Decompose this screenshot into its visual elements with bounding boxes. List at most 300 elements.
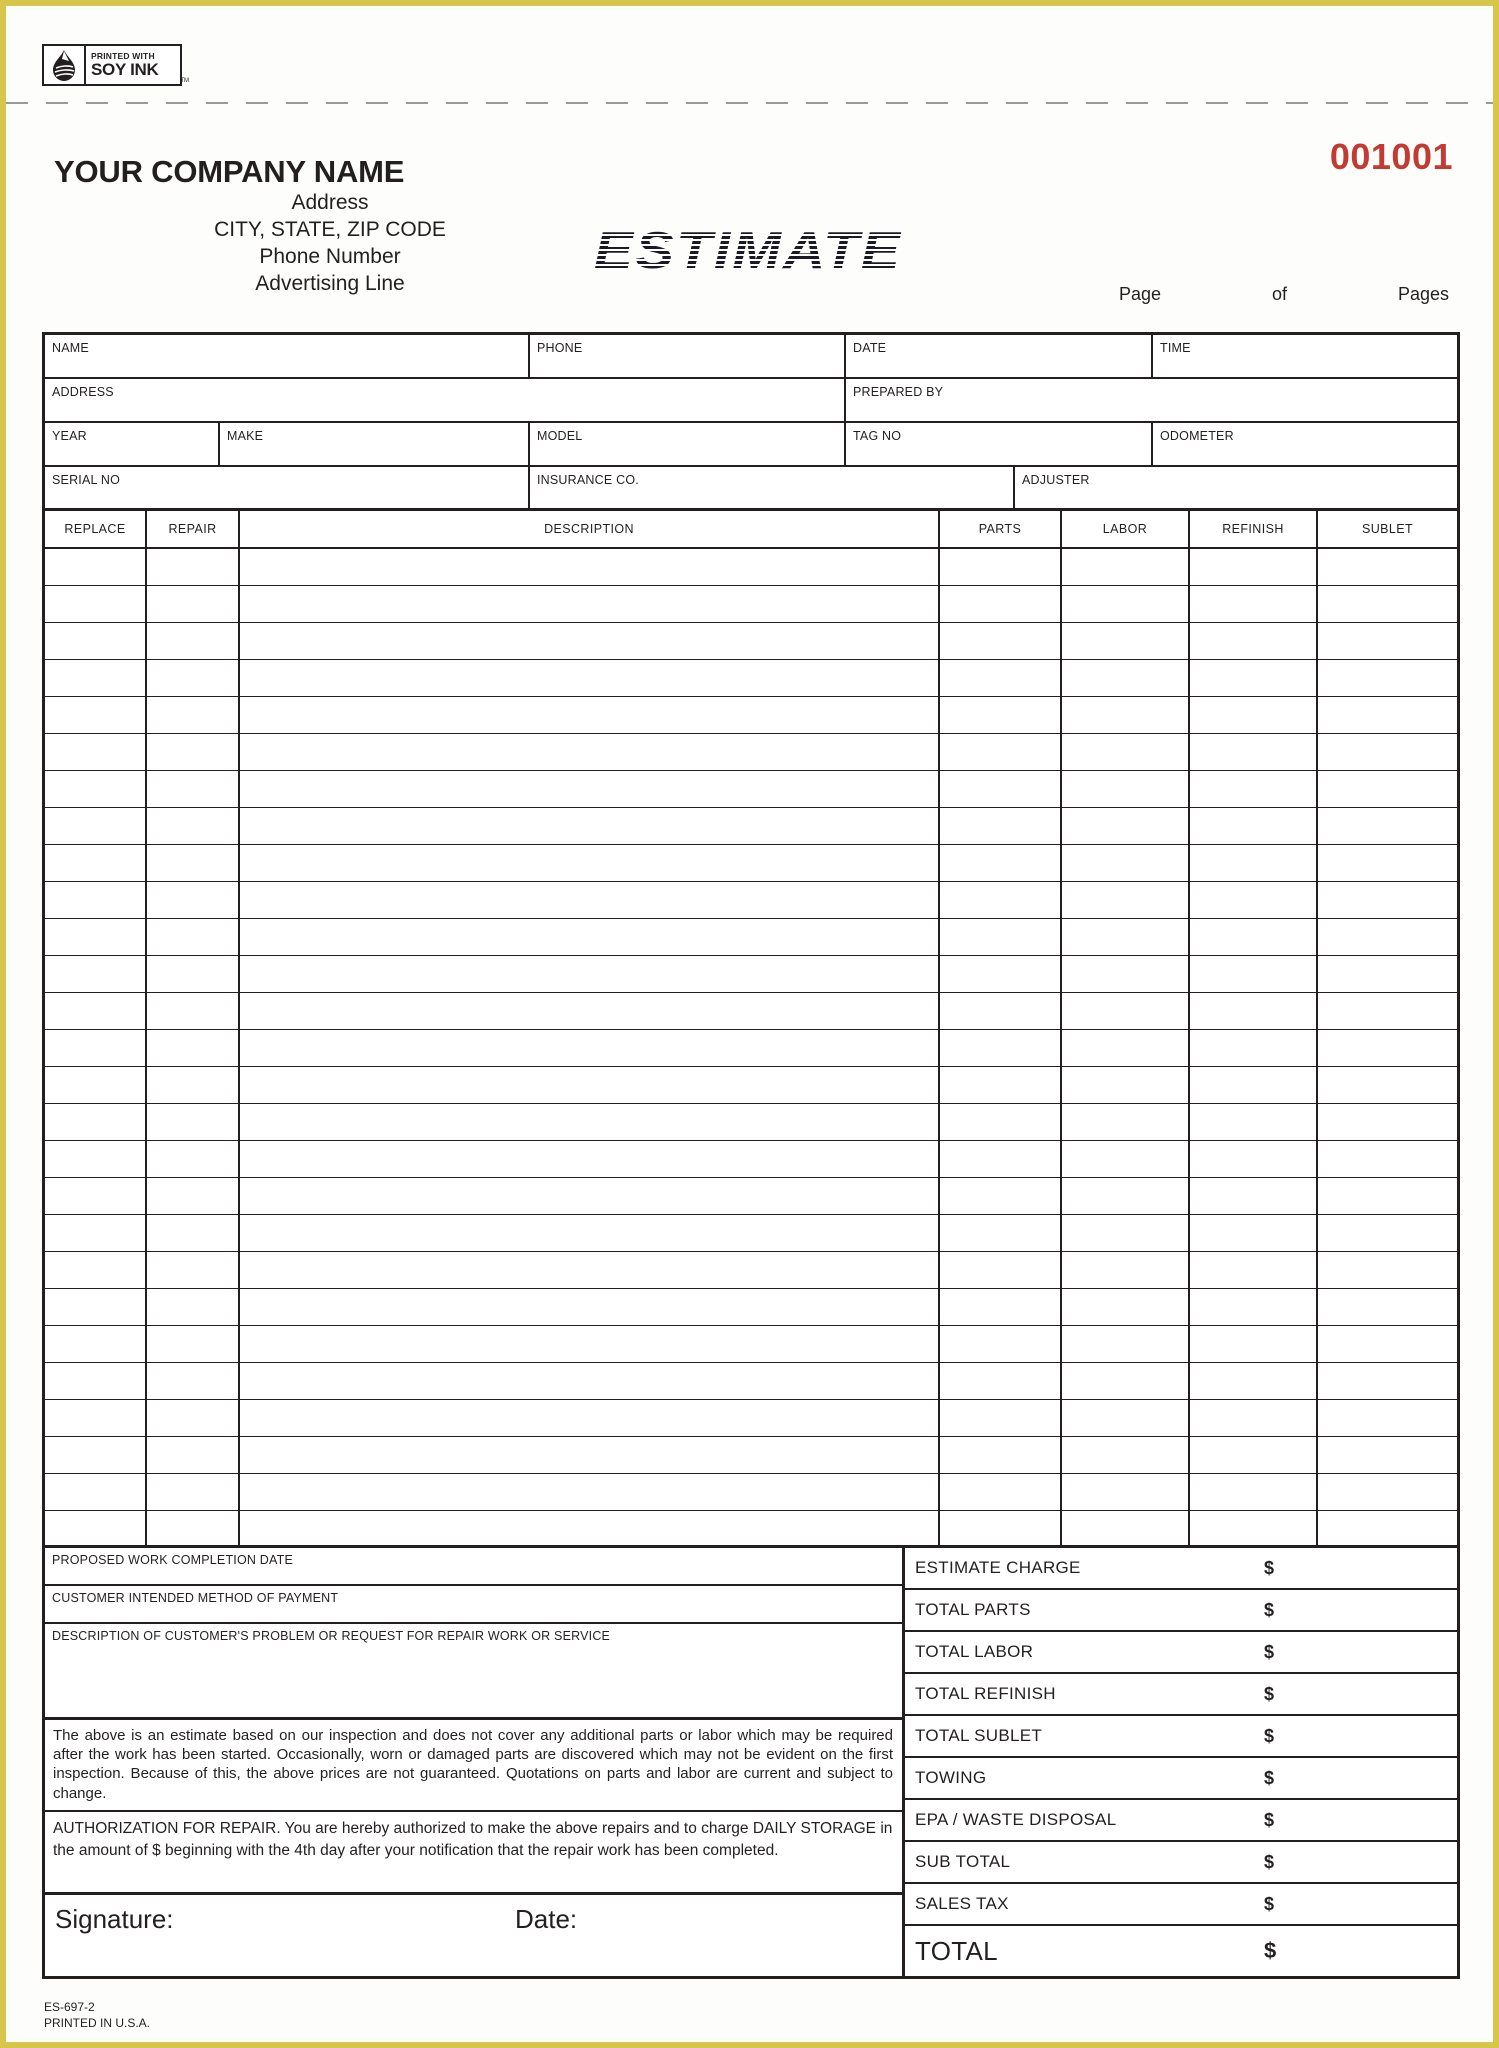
line-item-cell-refinish[interactable] (1190, 1252, 1318, 1289)
line-item-cell-parts[interactable] (940, 1067, 1062, 1104)
line-item-cell-refinish[interactable] (1190, 808, 1318, 845)
line-item-cell-labor[interactable] (1062, 771, 1190, 808)
line-item-cell-sublet[interactable] (1318, 1104, 1457, 1141)
totals-row-label: TOTAL PARTS (915, 1600, 1031, 1619)
line-item-cell-description[interactable] (240, 1104, 940, 1141)
totals-row-label: TOWING (915, 1768, 987, 1787)
page-of-pages (1119, 284, 1449, 305)
line-item-cell-repair[interactable] (147, 845, 240, 882)
line-item-cell-replace[interactable] (45, 956, 147, 993)
line-item-cell-description[interactable] (240, 623, 940, 660)
line-item-cell-sublet[interactable] (1318, 1437, 1457, 1474)
line-item-cell-replace[interactable] (45, 1511, 147, 1548)
field-insurance-co-label: INSURANCE CO. (537, 473, 639, 487)
field-model-label: MODEL (537, 429, 583, 443)
line-item-cell-replace[interactable] (45, 1289, 147, 1326)
signature-date-label[interactable]: Date: (515, 1904, 578, 1935)
field-tag-no[interactable] (846, 423, 1153, 467)
line-item-cell-description[interactable] (240, 919, 940, 956)
line-item-cell-sublet[interactable] (1318, 1474, 1457, 1511)
line-item-cell-labor[interactable] (1062, 1178, 1190, 1215)
line-item-cell-repair[interactable] (147, 1289, 240, 1326)
line-item-cell-parts[interactable] (940, 845, 1062, 882)
line-item-cell-parts[interactable] (940, 549, 1062, 586)
repair-authorization-text: AUTHORIZATION FOR REPAIR. You are hereby authorized to make the above repairs and to charge DAILY STORAGE in the amount of $ beginning with the 4th day after your notification that the repair work has been completed. (45, 1812, 902, 1895)
line-item-cell-labor[interactable] (1062, 919, 1190, 956)
totals-row[interactable] (905, 1590, 1457, 1632)
line-item-cell-sublet[interactable] (1318, 660, 1457, 697)
line-item-row[interactable] (45, 1289, 1457, 1326)
totals-row-label: TOTAL (915, 1935, 998, 1966)
line-item-cell-parts[interactable] (940, 1437, 1062, 1474)
field-proposed-work-completion-date[interactable] (45, 1548, 902, 1586)
line-item-cell-refinish[interactable] (1190, 1363, 1318, 1400)
line-item-cell-refinish[interactable] (1190, 1215, 1318, 1252)
line-item-cell-refinish[interactable] (1190, 1030, 1318, 1067)
line-item-cell-refinish[interactable] (1190, 993, 1318, 1030)
line-item-cell-description[interactable] (240, 1474, 940, 1511)
column-header-parts: PARTS (940, 511, 1062, 549)
line-item-row[interactable] (45, 1104, 1457, 1141)
totals-row-value[interactable]: $ (1264, 1725, 1275, 1746)
totals-row[interactable] (905, 1674, 1457, 1716)
totals-row[interactable] (905, 1800, 1457, 1842)
line-item-cell-repair[interactable] (147, 586, 240, 623)
line-item-cell-description[interactable] (240, 808, 940, 845)
line-item-cell-parts[interactable] (940, 1141, 1062, 1178)
line-item-cell-repair[interactable] (147, 660, 240, 697)
line-item-cell-replace[interactable] (45, 771, 147, 808)
line-item-cell-parts[interactable] (940, 586, 1062, 623)
line-item-cell-replace[interactable] (45, 1178, 147, 1215)
line-item-cell-refinish[interactable] (1190, 697, 1318, 734)
line-item-cell-replace[interactable] (45, 1400, 147, 1437)
line-item-cell-replace[interactable] (45, 882, 147, 919)
field-problem-description[interactable] (45, 1624, 902, 1720)
line-item-cell-parts[interactable] (940, 1252, 1062, 1289)
soy-ink-logo (42, 44, 189, 86)
line-item-row[interactable] (45, 1141, 1457, 1178)
line-item-cell-parts[interactable] (940, 808, 1062, 845)
column-header-description: DESCRIPTION (240, 511, 940, 549)
line-item-cell-sublet[interactable] (1318, 919, 1457, 956)
line-item-cell-description[interactable] (240, 586, 940, 623)
line-item-row[interactable] (45, 1363, 1457, 1400)
line-item-cell-sublet[interactable] (1318, 882, 1457, 919)
line-item-cell-labor[interactable] (1062, 956, 1190, 993)
line-item-cell-description[interactable] (240, 1289, 940, 1326)
line-item-cell-refinish[interactable] (1190, 1437, 1318, 1474)
line-item-cell-replace[interactable] (45, 549, 147, 586)
line-item-cell-refinish[interactable] (1190, 586, 1318, 623)
line-item-cell-refinish[interactable] (1190, 1141, 1318, 1178)
line-item-cell-labor[interactable] (1062, 549, 1190, 586)
line-item-cell-replace[interactable] (45, 734, 147, 771)
form-code: ES-697-2 (44, 2000, 95, 2015)
line-item-cell-replace[interactable] (45, 993, 147, 1030)
line-item-cell-repair[interactable] (147, 771, 240, 808)
line-item-cell-refinish[interactable] (1190, 1400, 1318, 1437)
line-item-cell-description[interactable] (240, 956, 940, 993)
totals-row[interactable] (905, 1842, 1457, 1884)
line-item-cell-replace[interactable] (45, 1474, 147, 1511)
totals-row-grand[interactable] (905, 1926, 1457, 1976)
line-item-cell-refinish[interactable] (1190, 956, 1318, 993)
line-item-cell-description[interactable] (240, 882, 940, 919)
form-body (42, 332, 1460, 1979)
column-header-repair: REPAIR (147, 511, 240, 549)
form-title: ESTIMATE (594, 222, 903, 280)
line-item-cell-sublet[interactable] (1318, 1178, 1457, 1215)
line-item-row[interactable] (45, 697, 1457, 734)
line-item-cell-repair[interactable] (147, 919, 240, 956)
line-item-cell-labor[interactable] (1062, 586, 1190, 623)
field-adjuster[interactable] (1015, 467, 1457, 511)
line-item-cell-labor[interactable] (1062, 1474, 1190, 1511)
line-item-cell-refinish[interactable] (1190, 623, 1318, 660)
totals-row-label: SALES TAX (915, 1894, 1009, 1913)
totals-row-value[interactable]: $ (1264, 1893, 1275, 1914)
line-item-cell-description[interactable] (240, 1363, 940, 1400)
line-item-cell-replace[interactable] (45, 1326, 147, 1363)
line-item-cell-labor[interactable] (1062, 1511, 1190, 1548)
column-header-refinish: REFINISH (1190, 511, 1318, 549)
line-item-cell-refinish[interactable] (1190, 1511, 1318, 1548)
line-item-cell-refinish[interactable] (1190, 1289, 1318, 1326)
line-item-cell-replace[interactable] (45, 1141, 147, 1178)
line-item-cell-sublet[interactable] (1318, 623, 1457, 660)
line-item-cell-sublet[interactable] (1318, 1326, 1457, 1363)
totals-row[interactable] (905, 1548, 1457, 1590)
line-item-row[interactable] (45, 623, 1457, 660)
line-item-cell-replace[interactable] (45, 919, 147, 956)
line-item-cell-replace[interactable] (45, 1363, 147, 1400)
line-item-cell-repair[interactable] (147, 1511, 240, 1548)
line-item-cell-sublet[interactable] (1318, 549, 1457, 586)
line-item-cell-replace[interactable] (45, 1030, 147, 1067)
line-item-cell-replace[interactable] (45, 1437, 147, 1474)
line-item-cell-repair[interactable] (147, 1141, 240, 1178)
line-item-cell-repair[interactable] (147, 1030, 240, 1067)
line-item-cell-labor[interactable] (1062, 1104, 1190, 1141)
field-prepared-by[interactable] (846, 379, 1457, 423)
line-item-cell-refinish[interactable] (1190, 1067, 1318, 1104)
line-item-cell-refinish[interactable] (1190, 734, 1318, 771)
line-item-cell-sublet[interactable] (1318, 1067, 1457, 1104)
line-item-cell-refinish[interactable] (1190, 1326, 1318, 1363)
line-item-cell-repair[interactable] (147, 993, 240, 1030)
estimate-form-page (6, 6, 1493, 2042)
totals-row-label: EPA / WASTE DISPOSAL (915, 1810, 1117, 1829)
line-item-row[interactable] (45, 882, 1457, 919)
line-item-row[interactable] (45, 1215, 1457, 1252)
line-item-cell-description[interactable] (240, 549, 940, 586)
line-item-cell-parts[interactable] (940, 993, 1062, 1030)
line-item-cell-refinish[interactable] (1190, 1178, 1318, 1215)
line-item-cell-sublet[interactable] (1318, 1289, 1457, 1326)
line-item-cell-parts[interactable] (940, 1474, 1062, 1511)
line-item-cell-parts[interactable] (940, 1363, 1062, 1400)
line-item-cell-parts[interactable] (940, 1289, 1062, 1326)
line-item-cell-labor[interactable] (1062, 1326, 1190, 1363)
field-prepared-by-label: PREPARED BY (853, 385, 944, 399)
document-number: 001001 (1329, 136, 1453, 177)
field-name[interactable] (45, 335, 530, 379)
line-item-cell-sublet[interactable] (1318, 734, 1457, 771)
line-item-row[interactable] (45, 1326, 1457, 1363)
line-item-cell-description[interactable] (240, 1511, 940, 1548)
line-item-cell-refinish[interactable] (1190, 1104, 1318, 1141)
line-item-cell-parts[interactable] (940, 623, 1062, 660)
line-item-cell-labor[interactable] (1062, 697, 1190, 734)
field-customer-payment-method-label: CUSTOMER INTENDED METHOD OF PAYMENT (52, 1591, 339, 1605)
line-item-cell-parts[interactable] (940, 1511, 1062, 1548)
totals-row-value[interactable]: $ (1264, 1938, 1277, 1963)
line-item-cell-labor[interactable] (1062, 623, 1190, 660)
totals-row-label: TOTAL REFINISH (915, 1684, 1056, 1703)
line-item-row[interactable] (45, 1437, 1457, 1474)
line-item-row[interactable] (45, 1474, 1457, 1511)
line-item-row[interactable] (45, 1030, 1457, 1067)
line-item-cell-parts[interactable] (940, 919, 1062, 956)
line-item-cell-description[interactable] (240, 845, 940, 882)
line-item-cell-sublet[interactable] (1318, 1363, 1457, 1400)
line-item-cell-sublet[interactable] (1318, 1215, 1457, 1252)
totals-row-value[interactable]: $ (1264, 1641, 1275, 1662)
signature-label[interactable]: Signature: (55, 1904, 174, 1935)
line-item-row[interactable] (45, 919, 1457, 956)
line-item-cell-labor[interactable] (1062, 1252, 1190, 1289)
line-item-cell-parts[interactable] (940, 882, 1062, 919)
line-item-cell-repair[interactable] (147, 1474, 240, 1511)
line-item-cell-repair[interactable] (147, 808, 240, 845)
totals-row[interactable] (905, 1632, 1457, 1674)
line-item-row[interactable] (45, 993, 1457, 1030)
field-phone[interactable] (530, 335, 846, 379)
soy-logo-line2: SOY INK (91, 59, 159, 79)
line-item-cell-labor[interactable] (1062, 1363, 1190, 1400)
field-date[interactable] (846, 335, 1153, 379)
line-item-cell-description[interactable] (240, 1215, 940, 1252)
company-phone: Phone Number (259, 244, 401, 268)
totals-row[interactable] (905, 1716, 1457, 1758)
totals-row-value[interactable]: $ (1264, 1599, 1275, 1620)
line-item-cell-sublet[interactable] (1318, 1141, 1457, 1178)
line-item-cell-repair[interactable] (147, 549, 240, 586)
line-item-cell-sublet[interactable] (1318, 1400, 1457, 1437)
line-item-cell-repair[interactable] (147, 956, 240, 993)
line-item-cell-repair[interactable] (147, 697, 240, 734)
field-time[interactable] (1153, 335, 1457, 379)
line-item-cell-parts[interactable] (940, 697, 1062, 734)
line-item-row[interactable] (45, 1400, 1457, 1437)
field-insurance-co[interactable] (530, 467, 1015, 511)
line-item-cell-sublet[interactable] (1318, 1511, 1457, 1548)
pages-label: Pages (1397, 284, 1449, 304)
totals-row-value[interactable]: $ (1264, 1767, 1275, 1788)
line-item-cell-refinish[interactable] (1190, 1474, 1318, 1511)
line-item-cell-labor[interactable] (1062, 1030, 1190, 1067)
totals-row-label: TOTAL SUBLET (915, 1726, 1043, 1745)
line-item-cell-replace[interactable] (45, 623, 147, 660)
line-item-row[interactable] (45, 1252, 1457, 1289)
field-year[interactable] (45, 423, 220, 467)
totals-row[interactable] (905, 1758, 1457, 1800)
signature-row (45, 1895, 902, 1945)
line-item-cell-sublet[interactable] (1318, 845, 1457, 882)
line-item-cell-replace[interactable] (45, 1104, 147, 1141)
line-item-cell-replace[interactable] (45, 660, 147, 697)
line-item-cell-repair[interactable] (147, 1400, 240, 1437)
line-item-cell-sublet[interactable] (1318, 586, 1457, 623)
line-item-cell-labor[interactable] (1062, 1289, 1190, 1326)
line-item-cell-repair[interactable] (147, 882, 240, 919)
line-item-row[interactable] (45, 734, 1457, 771)
line-item-cell-description[interactable] (240, 771, 940, 808)
line-item-row[interactable] (45, 771, 1457, 808)
estimate-disclaimer-text: The above is an estimate based on our inspection and does not cover any additional parts or labor which may be required after the work has been started. Occasionally, worn or damaged parts are discovered which may not be evident on the first inspection. Because of this, the above prices are not guaranteed. Quotations on parts and labor are current and subject to change. (45, 1720, 902, 1812)
line-item-cell-description[interactable] (240, 1252, 940, 1289)
line-item-cell-refinish[interactable] (1190, 882, 1318, 919)
footer-left-column (45, 1548, 905, 1976)
line-item-cell-labor[interactable] (1062, 1437, 1190, 1474)
line-item-cell-parts[interactable] (940, 771, 1062, 808)
line-item-cell-labor[interactable] (1062, 1067, 1190, 1104)
line-item-row[interactable] (45, 1067, 1457, 1104)
line-item-cell-sublet[interactable] (1318, 993, 1457, 1030)
line-item-row[interactable] (45, 808, 1457, 845)
line-item-cell-repair[interactable] (147, 1178, 240, 1215)
column-header-sublet: SUBLET (1318, 511, 1457, 549)
line-item-cell-description[interactable] (240, 734, 940, 771)
totals-row-label: ESTIMATE CHARGE (915, 1558, 1081, 1577)
line-item-cell-repair[interactable] (147, 1252, 240, 1289)
line-item-cell-labor[interactable] (1062, 845, 1190, 882)
totals-row-value[interactable]: $ (1264, 1851, 1275, 1872)
line-item-cell-description[interactable] (240, 660, 940, 697)
line-item-cell-description[interactable] (240, 1067, 940, 1104)
totals-row-value[interactable]: $ (1264, 1683, 1275, 1704)
line-item-row[interactable] (45, 1511, 1457, 1548)
line-item-cell-refinish[interactable] (1190, 660, 1318, 697)
field-serial-no[interactable] (45, 467, 530, 511)
line-item-cell-replace[interactable] (45, 1067, 147, 1104)
line-item-cell-labor[interactable] (1062, 1141, 1190, 1178)
line-item-cell-refinish[interactable] (1190, 549, 1318, 586)
company-block (50, 154, 610, 298)
line-item-cell-repair[interactable] (147, 1363, 240, 1400)
line-item-cell-replace[interactable] (45, 1215, 147, 1252)
line-item-cell-refinish[interactable] (1190, 919, 1318, 956)
info-row-contact (45, 335, 1457, 379)
line-item-cell-parts[interactable] (940, 734, 1062, 771)
line-item-cell-repair[interactable] (147, 1326, 240, 1363)
line-item-cell-parts[interactable] (940, 956, 1062, 993)
line-item-cell-description[interactable] (240, 1178, 940, 1215)
line-item-row[interactable] (45, 586, 1457, 623)
line-item-cell-labor[interactable] (1062, 993, 1190, 1030)
line-item-cell-labor[interactable] (1062, 1400, 1190, 1437)
line-item-cell-repair[interactable] (147, 1104, 240, 1141)
line-item-cell-description[interactable] (240, 1030, 940, 1067)
totals-row-value[interactable]: $ (1264, 1557, 1275, 1578)
field-odometer-label: ODOMETER (1160, 429, 1234, 443)
line-item-cell-description[interactable] (240, 697, 940, 734)
line-item-row[interactable] (45, 549, 1457, 586)
line-item-cell-replace[interactable] (45, 586, 147, 623)
field-address-label: ADDRESS (52, 385, 114, 399)
line-items-body (45, 549, 1457, 1548)
company-name: YOUR COMPANY NAME (54, 154, 405, 189)
line-item-cell-sublet[interactable] (1318, 1252, 1457, 1289)
line-item-row[interactable] (45, 1178, 1457, 1215)
line-item-row[interactable] (45, 956, 1457, 993)
line-item-cell-repair[interactable] (147, 623, 240, 660)
of-label: of (1271, 284, 1287, 304)
line-item-cell-parts[interactable] (940, 1400, 1062, 1437)
line-item-cell-description[interactable] (240, 1141, 940, 1178)
line-item-cell-sublet[interactable] (1318, 808, 1457, 845)
form-footer-section (45, 1548, 1457, 1976)
line-item-cell-description[interactable] (240, 1400, 940, 1437)
line-item-cell-parts[interactable] (940, 660, 1062, 697)
line-item-cell-replace[interactable] (45, 808, 147, 845)
line-item-cell-parts[interactable] (940, 1104, 1062, 1141)
line-item-cell-description[interactable] (240, 1437, 940, 1474)
line-item-cell-refinish[interactable] (1190, 845, 1318, 882)
line-item-cell-labor[interactable] (1062, 734, 1190, 771)
line-item-cell-sublet[interactable] (1318, 771, 1457, 808)
line-item-cell-parts[interactable] (940, 1215, 1062, 1252)
line-item-cell-sublet[interactable] (1318, 956, 1457, 993)
field-make[interactable] (220, 423, 530, 467)
line-item-cell-labor[interactable] (1062, 660, 1190, 697)
line-item-cell-repair[interactable] (147, 1067, 240, 1104)
form-header (6, 126, 1493, 326)
line-item-cell-parts[interactable] (940, 1178, 1062, 1215)
company-city-state-zip: CITY, STATE, ZIP CODE (214, 217, 446, 241)
line-item-cell-parts[interactable] (940, 1030, 1062, 1067)
field-odometer[interactable] (1153, 423, 1457, 467)
line-item-cell-refinish[interactable] (1190, 771, 1318, 808)
line-item-cell-repair[interactable] (147, 1437, 240, 1474)
line-item-cell-sublet[interactable] (1318, 697, 1457, 734)
line-item-cell-labor[interactable] (1062, 808, 1190, 845)
soy-ink-drop-icon (44, 46, 86, 84)
line-item-cell-parts[interactable] (940, 1326, 1062, 1363)
totals-row-value[interactable]: $ (1264, 1809, 1275, 1830)
line-item-cell-replace[interactable] (45, 845, 147, 882)
soy-logo-trademark: TM (180, 78, 189, 84)
totals-row[interactable] (905, 1884, 1457, 1926)
field-address[interactable] (45, 379, 846, 423)
field-customer-payment-method[interactable] (45, 1586, 902, 1624)
line-item-cell-labor[interactable] (1062, 882, 1190, 919)
line-item-cell-sublet[interactable] (1318, 1030, 1457, 1067)
line-item-cell-replace[interactable] (45, 697, 147, 734)
line-item-cell-description[interactable] (240, 1326, 940, 1363)
field-year-label: YEAR (52, 429, 87, 443)
line-item-cell-repair[interactable] (147, 734, 240, 771)
line-item-cell-labor[interactable] (1062, 1215, 1190, 1252)
field-model[interactable] (530, 423, 846, 467)
field-proposed-work-completion-date-label: PROPOSED WORK COMPLETION DATE (52, 1553, 294, 1567)
line-item-cell-repair[interactable] (147, 1215, 240, 1252)
line-item-cell-replace[interactable] (45, 1252, 147, 1289)
line-item-cell-description[interactable] (240, 993, 940, 1030)
line-item-row[interactable] (45, 660, 1457, 697)
line-item-row[interactable] (45, 845, 1457, 882)
